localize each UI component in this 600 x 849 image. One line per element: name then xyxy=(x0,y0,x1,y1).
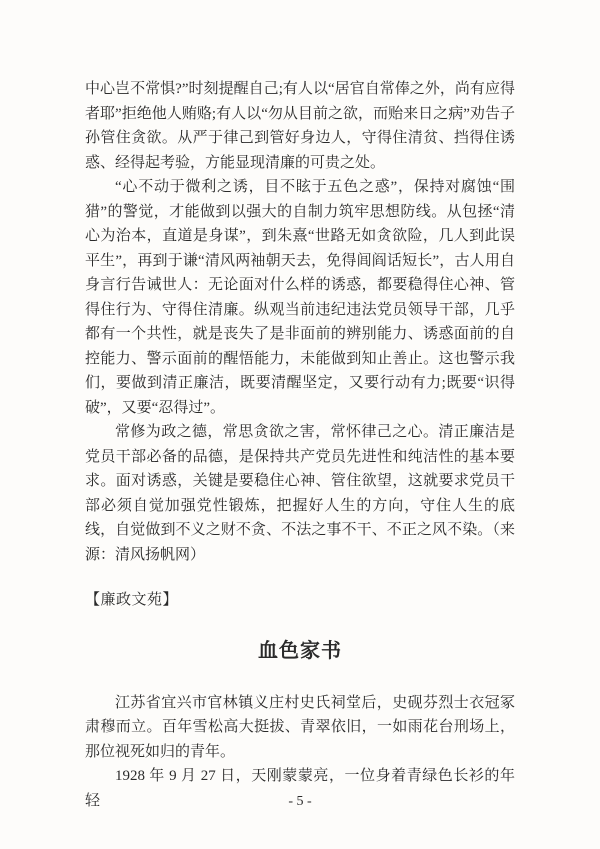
body-paragraph: 常修为政之德，常思贪欲之害，常怀律己之心。清正廉洁是党员干部必备的品德，是保持共产党员先进性和纯洁性的基本要求。面对诱惑，关键是要稳住心神、管住欲望，这就要求党员干部必须自觉加强党性锻炼，把握好人生的方向，守住人生的底线，自觉做到不义之财不贪、不法之事不干、不正之风不染。（来源：清风扬帆网） xyxy=(85,424,515,563)
article-paragraph: 江苏省宜兴市官林镇义庄村史氏祠堂后，史砚芬烈士衣冠冢肃穆而立。百年雪松高大挺拔、青翠依旧，一如雨花台刑场上，那位视死如归的青年。 xyxy=(85,694,515,760)
body-paragraph: “心不动于微利之诱，目不眩于五色之惑”，保持对腐蚀“围猎”的警觉，才能做到以强大的自制力筑牢思想防线。从包拯“清心为治本，直道是身谋”，到朱熹“世路无如贪欲险，几人到此误平生”，再到于谦“清风两袖朝天去，免得闾阎话短长”，古人用自身言行告诫世人：无论面对什么样的诱惑，都要稳得住心神、管得住行为、守得住清廉。纵观当前违纪违法党员领导干部，几乎都有一个共性，就是丧失了是非面前的辨别能力、诱惑面前的自控能力、警示面前的醒悟能力，未能做到知止善止。这也警示我们，要做到清正廉洁，既要清醒坚定，又要行动有力;既要“识得破”，又要“忍得过”。 xyxy=(85,179,515,416)
article-paragraph: 1928 年 9 月 27 日，天刚蒙蒙亮，一位身着青绿色长衫的年轻 xyxy=(85,768,515,809)
page-number: - 5 - xyxy=(288,794,312,809)
article-title: 血色家书 xyxy=(258,639,342,662)
page-content xyxy=(85,77,515,813)
section-header: 【廉政文苑】 xyxy=(85,592,179,608)
body-paragraph-continuation: 中心岂不常惧?”时刻提醒自己;有人以“居官自常俸之外，尚有应得者耶”拒绝他人贿赂;有人以“勿从目前之欲，而贻来日之病”劝告子孙管住贪欲。从严于律己到管好身边人，守得住清贫、挡得住诱惑、经得起考验，方能显现清廉的可贵之处。 xyxy=(85,81,515,171)
